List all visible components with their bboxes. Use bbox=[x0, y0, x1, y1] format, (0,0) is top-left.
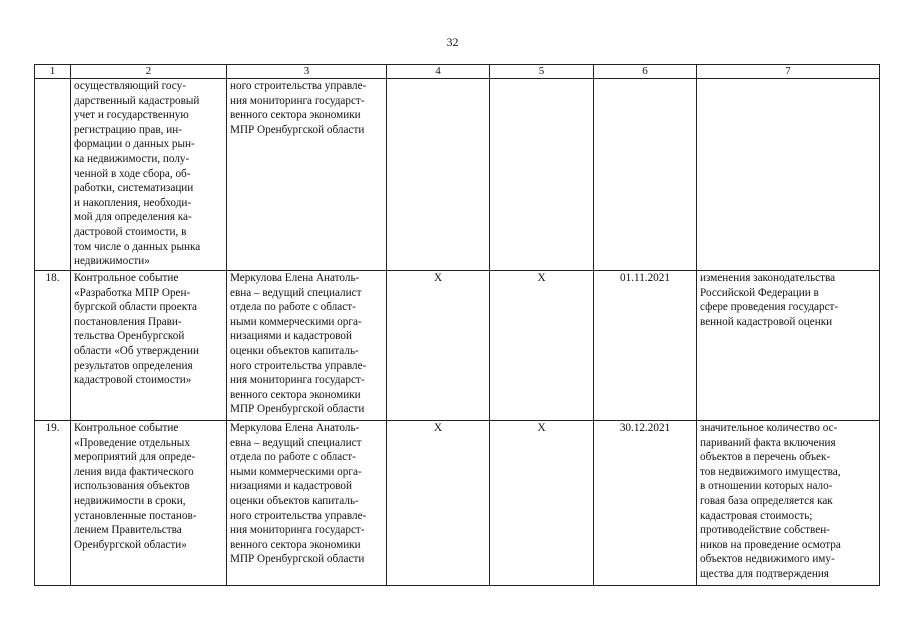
table-row bbox=[35, 421, 880, 586]
event-cell: осуществляющий госу- дарственный кадастровый учет и государственную регистрацию прав, ин- формации о данных рын- ка недвижимости, полу- ченной в ходе сбора, об- работки, систематизации и накопления, необходи- мой для определения ка- дастровой стоимости, в том числе о данных рынка недвижимости» bbox=[71, 79, 227, 271]
date-cell bbox=[594, 79, 697, 271]
risks-cell: значительное количество ос- париваний факта включения объектов в перечень объек- тов недвижимого имущества, в отношении которых нало- говая база определяется как кадастровая стоимость; противодействие собствен- ников на проведение осмотра объектов недвижимого иму- щества для подтверждения bbox=[697, 421, 880, 586]
risks-cell bbox=[697, 79, 880, 271]
row-number: 18. bbox=[35, 271, 71, 421]
col4-cell bbox=[387, 79, 490, 271]
page-number: 32 bbox=[446, 35, 459, 49]
date-cell: 01.11.2021 bbox=[594, 271, 697, 421]
risks-cell: изменения законодательства Российской Федерации в сфере проведения государст- венной кадастровой оценки bbox=[697, 271, 880, 421]
plan-table bbox=[34, 64, 880, 586]
responsible-cell: Меркулова Елена Анатоль- евна – ведущий специалист отдела по работе с област- ными коммерческими орга- низациями и кадастровой оценки объектов капиталь- ного строительства управле- ния мониторинга государст- венного сектора экономики МПР Оренбургской области bbox=[227, 271, 387, 421]
header-cell-7: 7 bbox=[697, 65, 880, 79]
event-cell: Контрольное событие «Проведение отдельных мероприятий для опреде- ления вида фактического использования объектов недвижимости в сроки, установленные постанов- лением Правительства Оренбургской области» bbox=[71, 421, 227, 586]
col4-cell: X bbox=[387, 271, 490, 421]
row-number: 19. bbox=[35, 421, 71, 586]
responsible-cell: Меркулова Елена Анатоль- евна – ведущий специалист отдела по работе с област- ными коммерческими орга- низациями и кадастровой оценки объектов капиталь- ного строительства управле- ния мониторинга государст- венного сектора экономики МПР Оренбургской области bbox=[227, 421, 387, 586]
header-cell-2: 2 bbox=[71, 65, 227, 79]
col5-cell: X bbox=[490, 421, 594, 586]
col5-cell: X bbox=[490, 271, 594, 421]
col4-cell: X bbox=[387, 421, 490, 586]
date-cell: 30.12.2021 bbox=[594, 421, 697, 586]
row-number bbox=[35, 79, 71, 271]
col5-cell bbox=[490, 79, 594, 271]
table-row bbox=[35, 271, 880, 421]
header-cell-3: 3 bbox=[227, 65, 387, 79]
header-cell-4: 4 bbox=[387, 65, 490, 79]
table-row bbox=[35, 79, 880, 271]
table-header-row bbox=[35, 65, 880, 79]
header-cell-6: 6 bbox=[594, 65, 697, 79]
event-cell: Контрольное событие «Разработка МПР Орен- бургской области проекта постановления Прави- тельства Оренбургской области «Об утверждении результатов определения кадастровой стоимости» bbox=[71, 271, 227, 421]
header-cell-1: 1 bbox=[35, 65, 71, 79]
responsible-cell: ного строительства управле- ния мониторинга государст- венного сектора экономики МПР Оренбургской области bbox=[227, 79, 387, 271]
header-cell-5: 5 bbox=[490, 65, 594, 79]
